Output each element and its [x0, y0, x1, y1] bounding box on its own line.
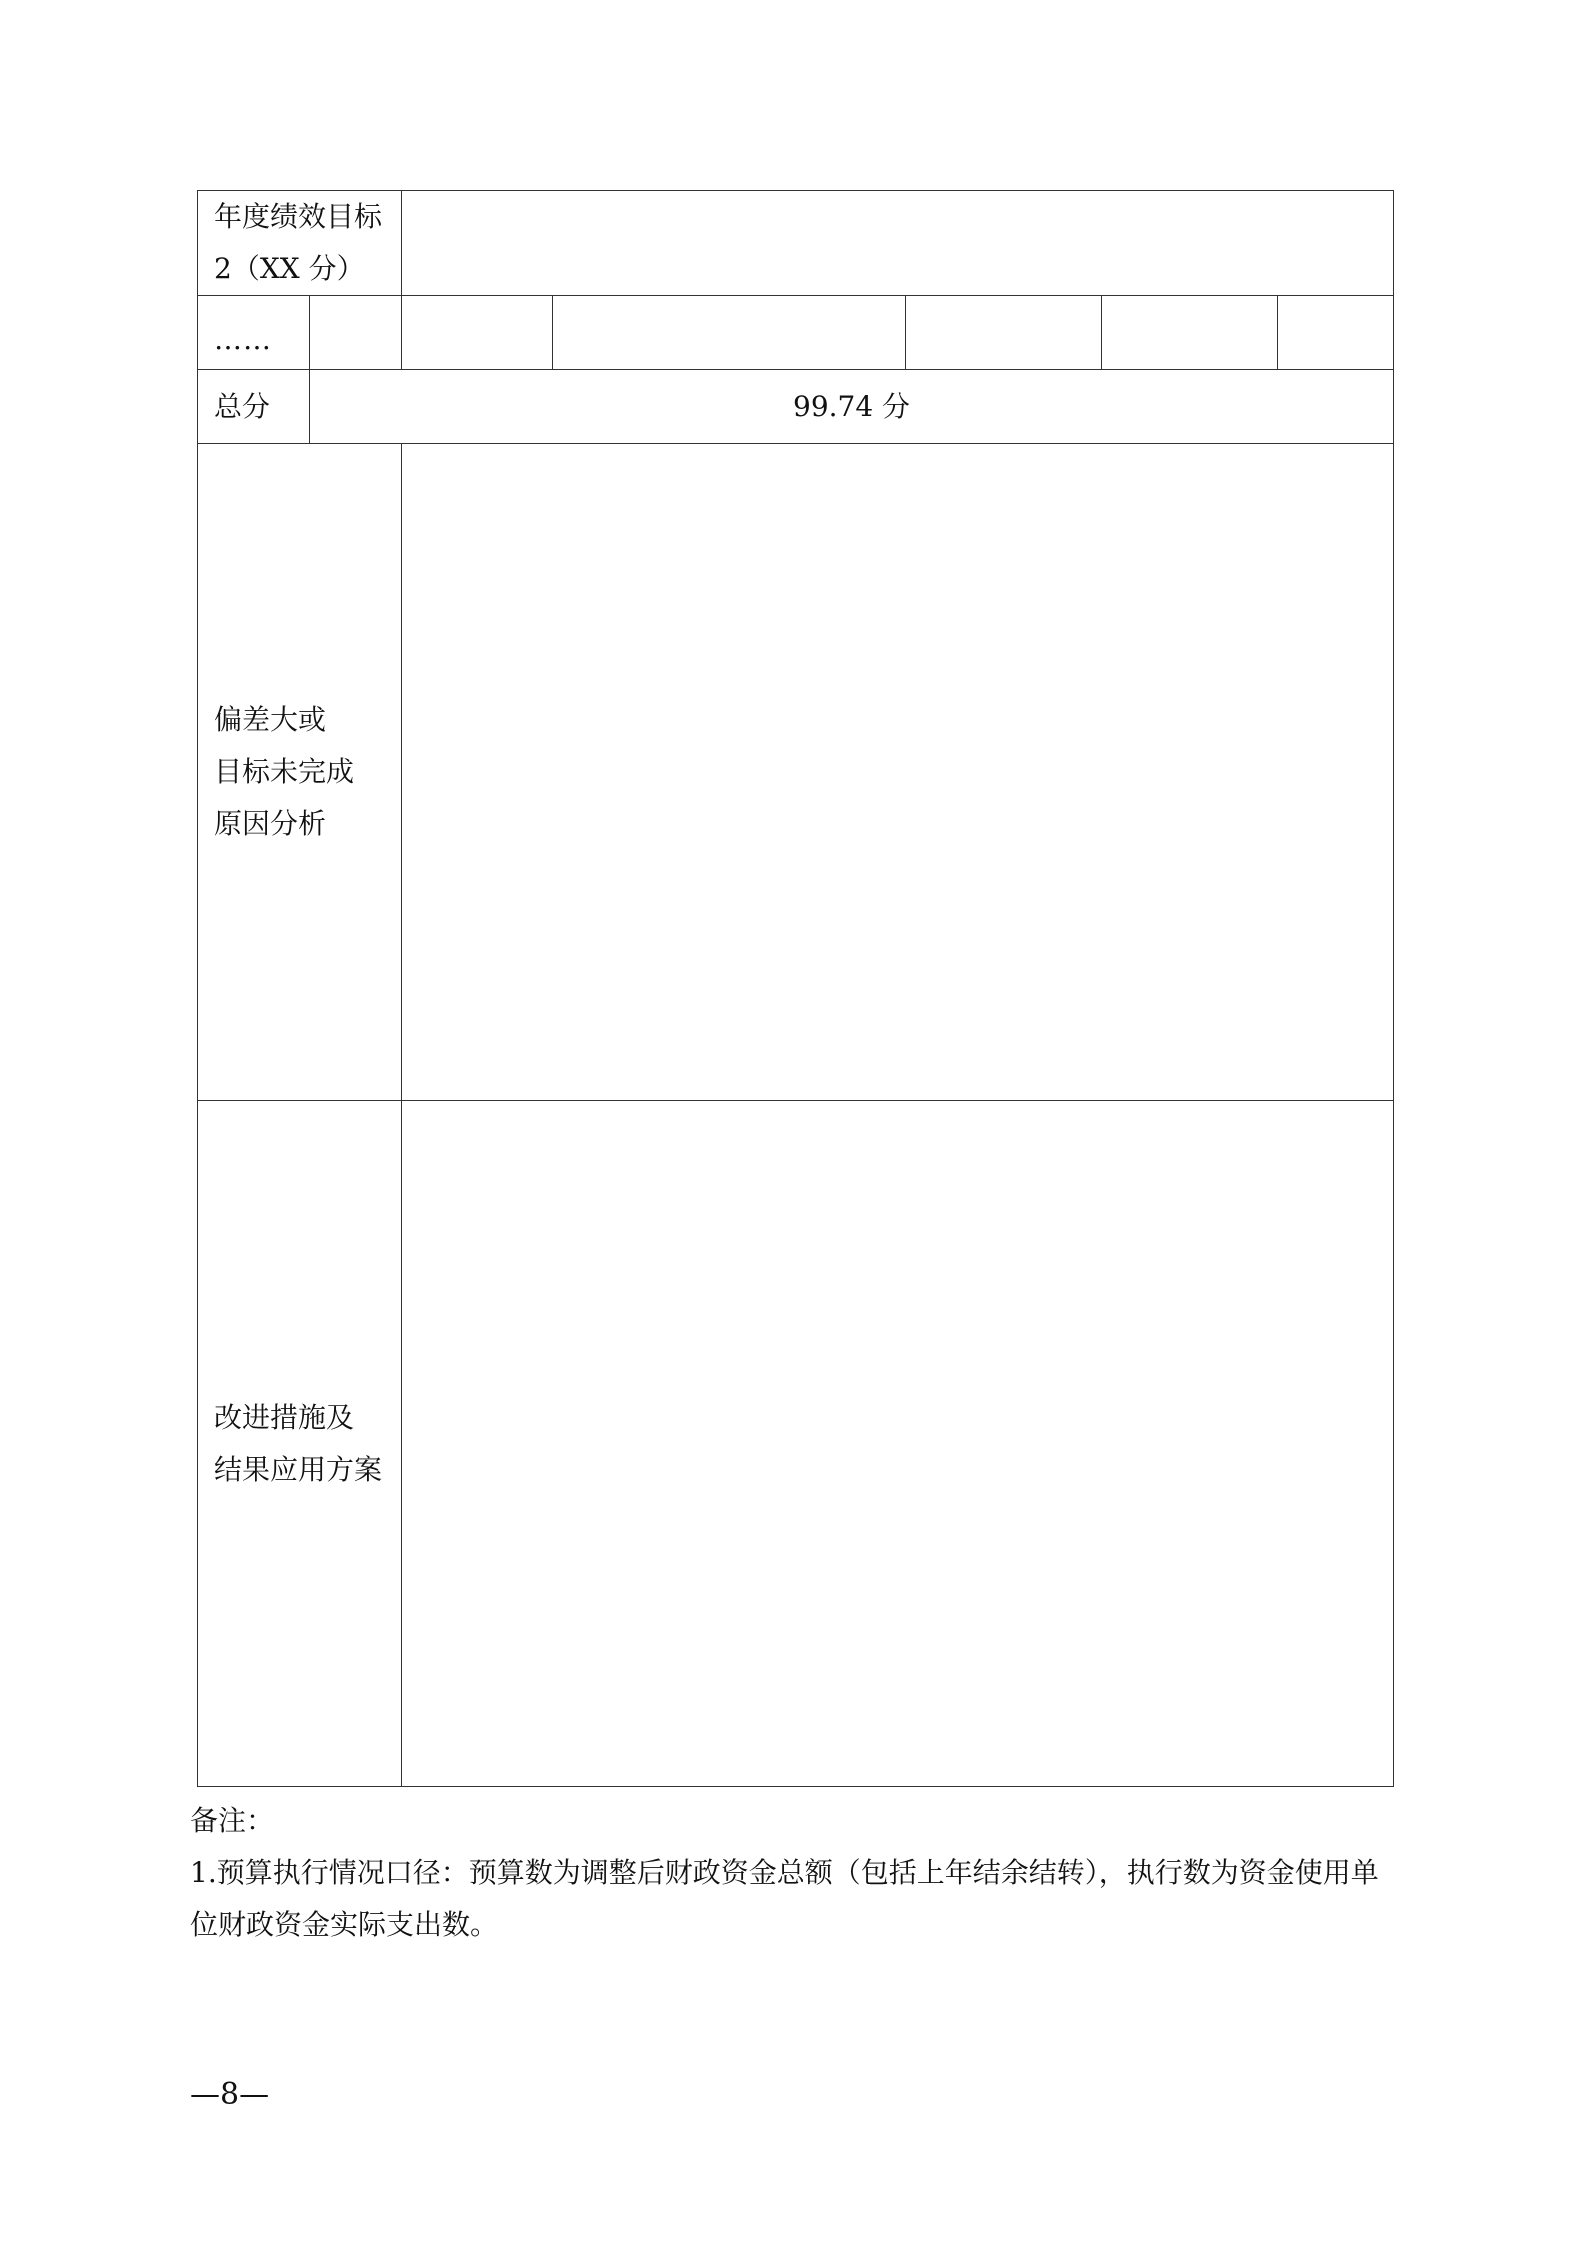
page-number: —8—: [190, 2077, 270, 2112]
notes-title: 备注：: [190, 1804, 275, 1837]
table-cell: [1278, 296, 1394, 370]
deviation-label-line1: 偏差大或: [214, 703, 327, 736]
ellipsis-row: [198, 296, 1394, 370]
notes-item-1: 1.预算执行情况口径：预算数为调整后财政资金总额（包括上年结余结转），执行数为资金使用单位财政资金实际支出数。: [190, 1856, 1379, 1941]
total-row: [198, 370, 1394, 444]
improvement-content-cell: [402, 1101, 1394, 1787]
goal2-label-cell: [198, 191, 402, 296]
improvement-label-line1: 改进措施及: [214, 1400, 355, 1434]
total-label-cell: 总分: [198, 370, 310, 444]
improvement-row: [198, 1101, 1394, 1787]
deviation-label-line2: 目标未完成: [214, 755, 355, 788]
goal2-row: [198, 191, 1394, 296]
performance-table: [197, 190, 1394, 1787]
table-cell: [553, 296, 906, 370]
improvement-label-line2: 结果应用方案: [214, 1452, 383, 1486]
goal2-label-line2: 2（XX 分）: [214, 252, 365, 285]
goal2-label-line1: 年度绩效目标: [214, 200, 383, 233]
ellipsis-cell: ……: [198, 296, 310, 370]
deviation-label-line3: 原因分析: [214, 807, 327, 840]
table-cell: [310, 296, 402, 370]
deviation-content-cell: [402, 444, 1394, 1101]
deviation-row: [198, 444, 1394, 1101]
deviation-label-cell: [198, 444, 402, 1101]
table-cell: [402, 296, 553, 370]
notes-section: [190, 1795, 1395, 1951]
improvement-label-cell: [198, 1101, 402, 1787]
total-value-cell: 99.74 分: [310, 370, 1394, 444]
table-cell: [906, 296, 1102, 370]
table-cell: [1102, 296, 1278, 370]
goal2-content-cell: [402, 191, 1394, 296]
